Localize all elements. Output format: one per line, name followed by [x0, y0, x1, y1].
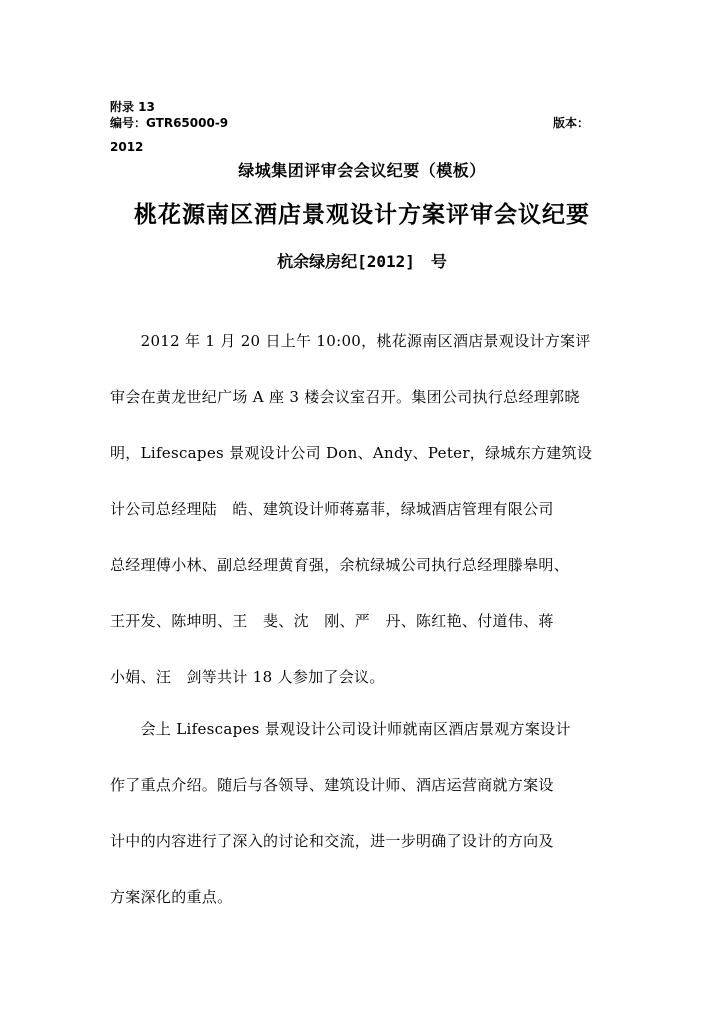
document-number: 杭余绿房纪[2012] 号: [277, 252, 447, 271]
body-line: 会上 Lifescapes 景观设计公司设计师就南区酒店景观方案设计: [110, 720, 571, 738]
year-label: 2012: [110, 140, 144, 154]
body-line: 2012 年 1 月 20 日上午 10:00，桃花源南区酒店景观设计方案评: [110, 332, 591, 350]
body-line: 小娟、汪 剑等共计 18 人参加了会议。: [110, 668, 385, 686]
body-line: 计公司总经理陆 皓、建筑设计师蒋嘉菲，绿城酒店管理有限公司: [110, 500, 554, 518]
template-title: 绿城集团评审会会议纪要（模板）: [238, 161, 486, 180]
body-line: 方案深化的重点。: [110, 888, 233, 906]
appendix-label: 附录 13: [110, 100, 155, 114]
body-line: 明，Lifescapes 景观设计公司 Don、Andy、Peter，绿城东方建筑设: [110, 444, 593, 462]
page-title: 桃花源南区酒店景观设计方案评审会议纪要: [134, 202, 590, 228]
body-line: 总经理傅小林、副总经理黄育强，余杭绿城公司执行总经理滕皋明、: [110, 556, 570, 574]
body-line: 审会在黄龙世纪广场 A 座 3 楼会议室召开。集团公司执行总经理郭晓: [110, 388, 580, 406]
body-line: 计中的内容进行了深入的讨论和交流，进一步明确了设计的方向及: [110, 832, 554, 850]
body-line: 作了重点介绍。随后与各领导、建筑设计师、酒店运营商就方案设: [110, 776, 554, 794]
body-line: 王开发、陈坤明、王 斐、沈 刚、严 丹、陈红艳、付道伟、蒋: [110, 612, 554, 630]
document-code: 编号：GTR65000-9: [110, 116, 229, 130]
version-label: 版本：: [553, 116, 590, 130]
